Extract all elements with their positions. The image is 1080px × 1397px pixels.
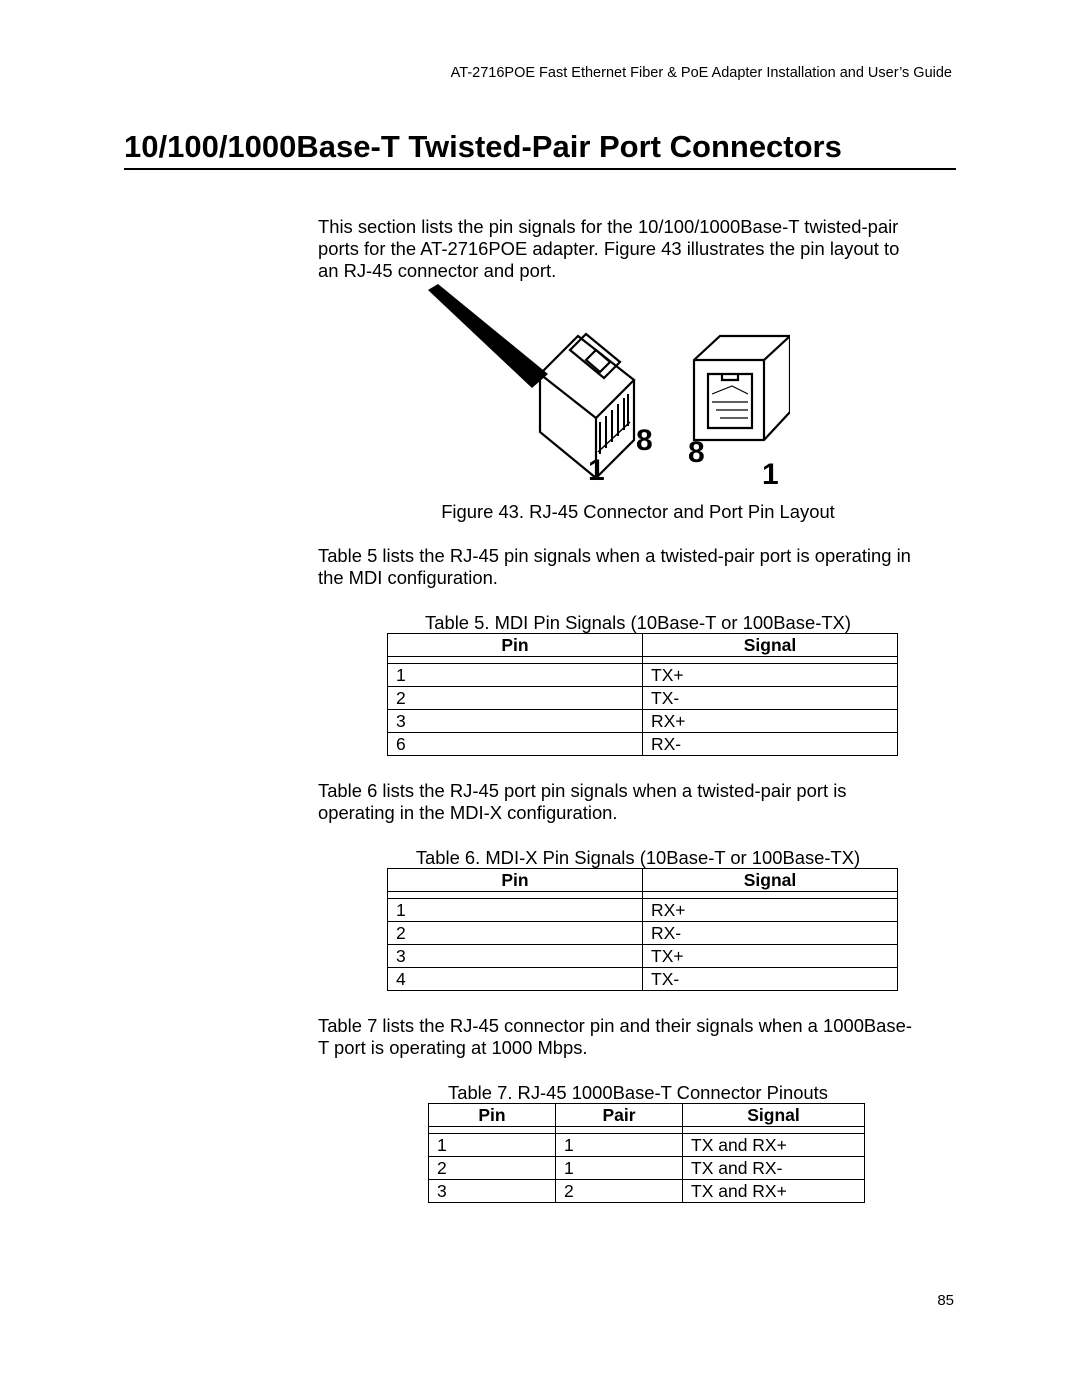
table5-caption: Table 5. MDI Pin Signals (10Base-T or 100Base-TX) bbox=[425, 612, 851, 633]
table-row bbox=[388, 687, 898, 710]
table-row bbox=[388, 922, 898, 945]
table-row bbox=[388, 710, 898, 733]
pin-cell: 3 bbox=[429, 1180, 556, 1203]
pin-cell: 2 bbox=[429, 1157, 556, 1180]
table5-intro-line-2: the MDI configuration. bbox=[318, 567, 498, 588]
signal-cell: TX and RX+ bbox=[683, 1180, 865, 1203]
pair-cell: 1 bbox=[556, 1157, 683, 1180]
column-header-pair: Pair bbox=[556, 1104, 683, 1127]
pin-cell: 1 bbox=[388, 664, 643, 687]
pin-cell: 1 bbox=[388, 899, 643, 922]
running-header: AT-2716POE Fast Ethernet Fiber & PoE Adapter Installation and User’s Guide bbox=[450, 65, 952, 81]
table-row bbox=[388, 945, 898, 968]
cable bbox=[428, 284, 548, 388]
rj45-illustration bbox=[420, 282, 790, 492]
signal-cell: RX+ bbox=[643, 899, 898, 922]
plug-pin-1-label: 1 bbox=[588, 454, 605, 487]
table6-mdix-pin-signals bbox=[387, 868, 898, 991]
pair-cell: 2 bbox=[556, 1180, 683, 1203]
signal-cell: TX and RX- bbox=[683, 1157, 865, 1180]
signal-cell: TX- bbox=[643, 968, 898, 991]
table-row bbox=[429, 1157, 865, 1180]
table-header-row bbox=[388, 869, 898, 892]
table-row bbox=[388, 664, 898, 687]
table7-caption: Table 7. RJ-45 1000Base-T Connector Pinouts bbox=[448, 1082, 828, 1103]
table5-intro-line-1: Table 5 lists the RJ-45 pin signals when a twisted-pair port is operating in bbox=[318, 545, 911, 566]
table-header-row bbox=[388, 634, 898, 657]
page-number: 85 bbox=[937, 1292, 954, 1309]
pin-cell: 3 bbox=[388, 945, 643, 968]
plug-pin-8-label: 8 bbox=[636, 424, 653, 457]
rj45-port bbox=[694, 336, 790, 440]
table6-intro-line-2: operating in the MDI-X configuration. bbox=[318, 802, 618, 823]
table-row bbox=[429, 1134, 865, 1157]
table5-intro bbox=[318, 545, 958, 589]
pin-cell: 6 bbox=[388, 733, 643, 756]
table7-intro-line-2: T port is operating at 1000 Mbps. bbox=[318, 1037, 588, 1058]
rj45-plug bbox=[540, 334, 634, 478]
table7-intro-line-1: Table 7 lists the RJ-45 connector pin and their signals when a 1000Base- bbox=[318, 1015, 912, 1036]
intro-line-2: ports for the AT-2716POE adapter. Figure 43 illustrates the pin layout to bbox=[318, 238, 900, 259]
table-row bbox=[388, 899, 898, 922]
column-header-signal: Signal bbox=[643, 634, 898, 657]
pin-cell: 2 bbox=[388, 687, 643, 710]
figure-caption: Figure 43. RJ-45 Connector and Port Pin Layout bbox=[441, 501, 835, 522]
pin-cell: 4 bbox=[388, 968, 643, 991]
port-pin-1-label: 1 bbox=[762, 458, 779, 491]
pin-cell: 2 bbox=[388, 922, 643, 945]
intro-line-3: an RJ-45 connector and port. bbox=[318, 260, 557, 281]
signal-cell: TX and RX+ bbox=[683, 1134, 865, 1157]
signal-cell: RX- bbox=[643, 733, 898, 756]
signal-cell: TX+ bbox=[643, 664, 898, 687]
table5-mdi-pin-signals bbox=[387, 633, 898, 756]
column-header-pin: Pin bbox=[429, 1104, 556, 1127]
signal-cell: TX+ bbox=[643, 945, 898, 968]
port-pin-8-label: 8 bbox=[688, 436, 705, 469]
column-header-signal: Signal bbox=[683, 1104, 865, 1127]
signal-cell: RX+ bbox=[643, 710, 898, 733]
table-row bbox=[388, 968, 898, 991]
pin-cell: 3 bbox=[388, 710, 643, 733]
signal-cell: RX- bbox=[643, 922, 898, 945]
table6-intro bbox=[318, 780, 958, 824]
column-header-pin: Pin bbox=[388, 869, 643, 892]
pin-cell: 1 bbox=[429, 1134, 556, 1157]
page-title: 10/100/1000Base-T Twisted-Pair Port Connectors bbox=[124, 126, 956, 170]
intro-line-1: This section lists the pin signals for the 10/100/1000Base-T twisted-pair bbox=[318, 216, 899, 237]
table7-intro bbox=[318, 1015, 958, 1059]
table-header-row bbox=[429, 1104, 865, 1127]
column-header-pin: Pin bbox=[388, 634, 643, 657]
table6-intro-line-1: Table 6 lists the RJ-45 port pin signals when a twisted-pair port is bbox=[318, 780, 847, 801]
pair-cell: 1 bbox=[556, 1134, 683, 1157]
table7-1000base-t-pinouts bbox=[428, 1103, 865, 1203]
table6-caption: Table 6. MDI-X Pin Signals (10Base-T or 100Base-TX) bbox=[415, 847, 861, 868]
column-header-signal: Signal bbox=[643, 869, 898, 892]
intro-paragraph bbox=[318, 216, 958, 282]
signal-cell: TX- bbox=[643, 687, 898, 710]
rj45-figure bbox=[420, 282, 790, 497]
table-row bbox=[429, 1180, 865, 1203]
table-row bbox=[388, 733, 898, 756]
